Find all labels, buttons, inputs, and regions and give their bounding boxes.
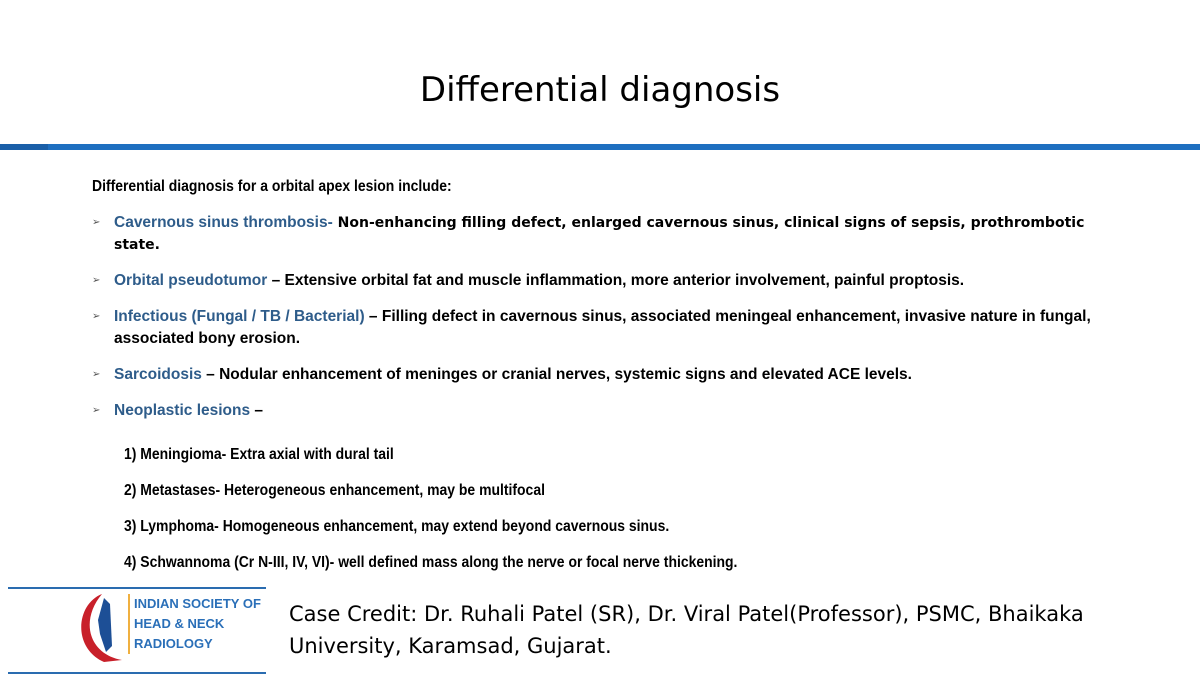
item-desc: – Filling defect in cavernous sinus, associated meningeal enhancement, invasive nature in fungal, associated bony erosion. bbox=[114, 308, 1091, 347]
item-desc: Non-enhancing filling defect, enlarged cavernous sinus, clinical signs of sepsis, prothrombotic state. bbox=[114, 215, 1085, 253]
case-credit: Case Credit: Dr. Ruhali Patel (SR), Dr. Viral Patel(Professor), PSMC, Bhaikaka University, Karamsad, Gujarat. bbox=[289, 602, 1084, 658]
list-item bbox=[92, 306, 1132, 350]
logo-bottom-rule bbox=[8, 672, 266, 674]
arrow-bullet-icon: ➢ bbox=[92, 369, 101, 380]
sub-item: 4) Schwannoma (Cr N-III, IV, VI)- well defined mass along the nerve or focal nerve thickening. bbox=[124, 554, 738, 571]
logo-text: HEAD & NECK bbox=[134, 616, 225, 631]
logo-text: RADIOLOGY bbox=[134, 636, 213, 651]
list-item bbox=[92, 212, 1132, 256]
item-desc: – Nodular enhancement of meninges or cranial nerves, systemic signs and elevated ACE levels. bbox=[201, 366, 912, 383]
item-term: Sarcoidosis bbox=[114, 366, 202, 383]
arrow-bullet-icon: ➢ bbox=[92, 311, 101, 322]
sub-item: 3) Lymphoma- Homogeneous enhancement, may extend beyond cavernous sinus. bbox=[124, 518, 670, 535]
list-item bbox=[92, 400, 1132, 422]
arrow-bullet-icon: ➢ bbox=[92, 275, 101, 286]
intro-text: Differential diagnosis for a orbital apex lesion include: bbox=[92, 178, 452, 195]
society-name bbox=[128, 594, 261, 654]
list-item bbox=[92, 364, 1132, 386]
logo-top-rule bbox=[8, 587, 266, 589]
item-term: Orbital pseudotumor bbox=[114, 272, 268, 289]
slide-title: Differential diagnosis bbox=[419, 70, 781, 110]
title-divider bbox=[0, 144, 1200, 150]
item-term: Cavernous sinus thrombosis- bbox=[114, 214, 333, 231]
list-item bbox=[92, 270, 1132, 292]
diagnosis-list bbox=[92, 212, 1132, 436]
item-term: Infectious (Fungal / TB / Bacterial) bbox=[114, 308, 365, 325]
logo-text: INDIAN SOCIETY OF bbox=[134, 596, 261, 611]
society-logo-icon bbox=[74, 590, 126, 666]
sub-item: 2) Metastases- Heterogeneous enhancement, may be multifocal bbox=[124, 482, 545, 499]
title-divider-accent bbox=[0, 144, 48, 150]
arrow-bullet-icon: ➢ bbox=[92, 405, 101, 416]
sub-item: 1) Meningioma- Extra axial with dural tail bbox=[124, 446, 394, 463]
item-term: Neoplastic lesions bbox=[114, 402, 251, 419]
arrow-bullet-icon: ➢ bbox=[92, 217, 101, 228]
item-desc: – Extensive orbital fat and muscle inflammation, more anterior involvement, painful proptosis. bbox=[267, 272, 965, 289]
item-desc: – bbox=[250, 402, 264, 419]
